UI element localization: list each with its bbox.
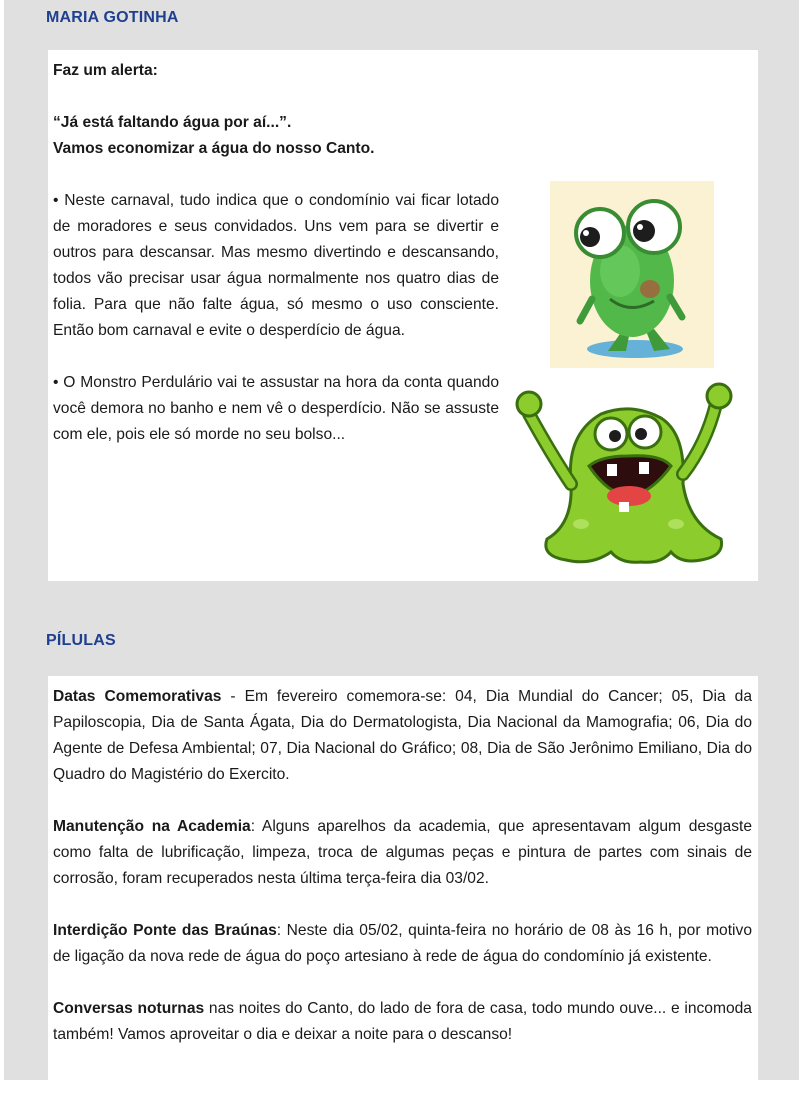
quote-line-2: Vamos economizar a água do nosso Canto. [53,140,375,157]
pilula-heading: Datas Comemorativas [53,688,222,705]
pilula-separator: : [250,818,262,835]
water-drop-character-image [550,181,714,368]
alert-heading: Faz um alerta: [53,62,158,79]
pilula-heading: Manutenção na Academia [53,818,251,835]
green-monster-svg [511,374,741,574]
pilula-manutencao-academia [53,814,752,892]
pilula-body: Alguns aparelhos da academia, que apresentavam algum desgaste como falta de lubrificação, limpeza, troca de algumas peças e pintura de partes com sinais de corrosão, foram recuperados nesta última terça-feira dia 03/02. [53,818,753,887]
pilula-conversas-noturnas [53,996,752,1048]
water-drop-character-svg [550,181,714,368]
section-title-pilulas: PÍLULAS [46,632,116,649]
pilula-datas-comemorativas [53,684,752,788]
newsletter-panel [4,0,799,1080]
pilula-heading: Conversas noturnas [53,1000,205,1017]
pilula-interdicao-ponte [53,918,752,970]
pilula-body: Neste dia 05/02, quinta-feira no horário de 08 às 16 h, por motivo de ligação da nova rede de água do poço artesiano à rede de água do condomínio já existente. [53,922,752,965]
carnival-paragraph: • Neste carnaval, tudo indica que o condomínio vai ficar lotado de moradores e seus convidados. Uns vem para se divertir e outros para descansar. Mas mesmo divertindo e descansando, todos vão precisar usar água normalmente nos quatro dias de folia. Para que não falte água, só mesmo o uso consciente. Então bom carnaval e evite o desperdício de água. [53,192,499,339]
quote-line-1: “Já está faltando água por aí...”. [53,114,292,131]
pilula-body: nas noites do Canto, do lado de fora de casa, todo mundo ouve... e incomoda também! Vamos aproveitar o dia e deixar a noite para o descanso! [53,1000,752,1043]
pilula-heading: Interdição Ponte das Braúnas [53,922,277,939]
monster-paragraph: • O Monstro Perdulário vai te assustar na hora da conta quando você demora no banho e nem vê o desperdício. Não se assuste com ele, pois ele só morde no seu bolso... [53,374,499,443]
pilula-body: Em fevereiro comemora-se: 04, Dia Mundial do Cancer; 05, Dia da Papiloscopia, Dia de Santa Ágata, Dia do Dermatologista, Dia Nacional da Mamografia; 06, Dia do Agente de Defesa Ambiental; 07, Dia Nacional do Gráfico; 08, Dia de São Jerônimo Emiliano, Dia do Quadro do Magistério do Exercito. [53,688,752,783]
section-title-maria-gotinha: MARIA GOTINHA [46,9,179,26]
green-monster-image [511,374,741,574]
pilula-separator: : [276,922,287,939]
pilulas-card [48,676,758,1096]
pilula-separator: - [221,688,245,705]
maria-gotinha-card [48,50,758,581]
